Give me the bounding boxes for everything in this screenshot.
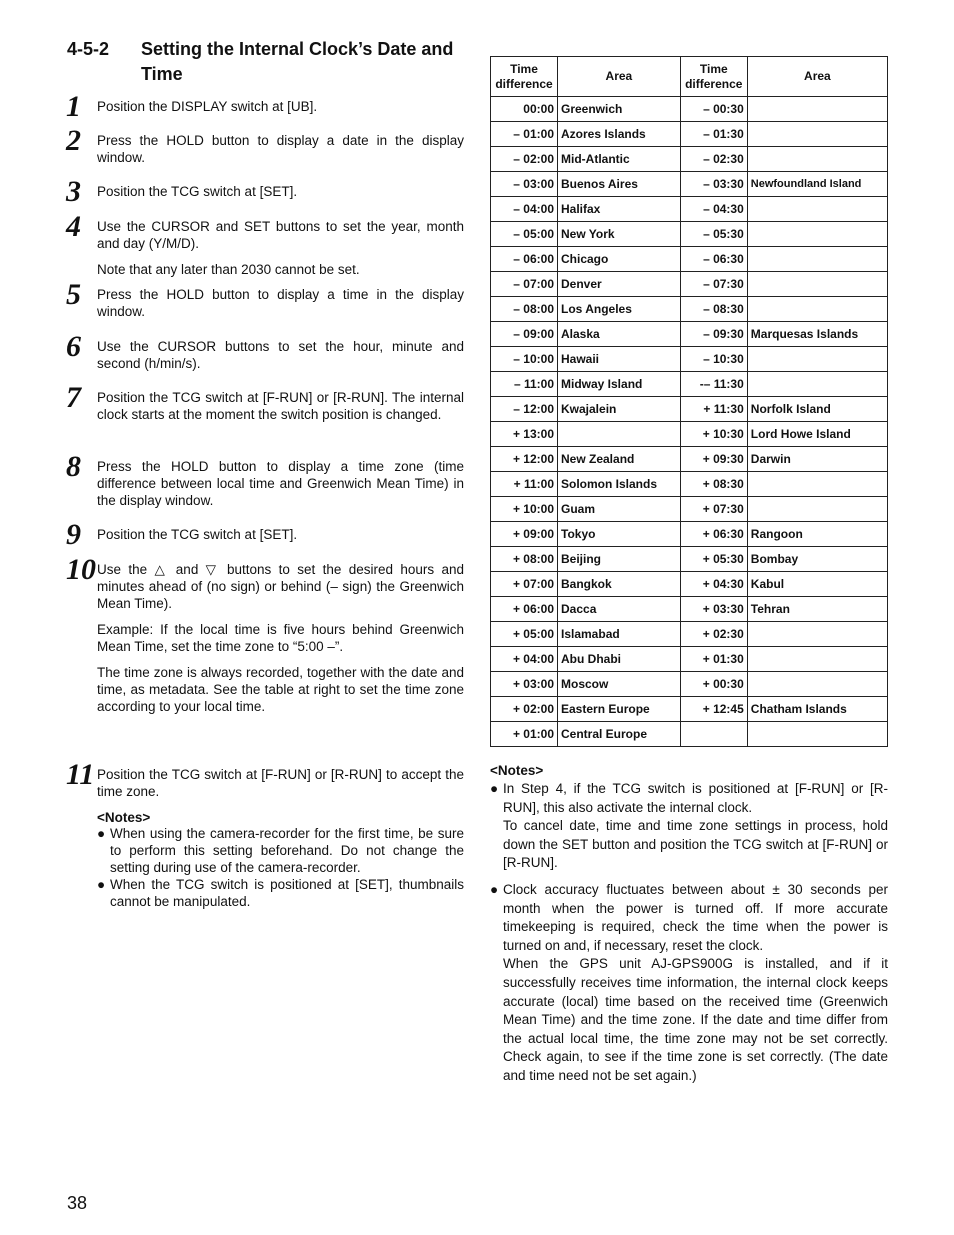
time-difference-cell: – 08:30 [680,297,747,322]
time-difference-cell: – 04:00 [491,197,558,222]
area-cell: Midway Island [558,372,681,397]
time-difference-cell: – 12:00 [491,397,558,422]
time-difference-cell: + 02:30 [680,622,747,647]
area-cell: Moscow [558,672,681,697]
area-cell: Azores Islands [558,122,681,147]
area-cell: Rangoon [747,522,887,547]
table-row [491,322,888,347]
step-paragraph: The time zone is always recorded, together with the date and time, as metadata. See the table at right to set the time zone according to your local time. [97,665,464,714]
step-number: 3 [66,175,81,208]
area-cell: Hawaii [558,347,681,372]
area-cell: Alaska [558,322,681,347]
area-cell: Lord Howe Island [747,422,887,447]
area-cell [747,272,887,297]
step-paragraph: Press the HOLD button to display a time in the display window. [97,287,464,319]
time-difference-cell: + 05:00 [491,622,558,647]
step-paragraph: Position the TCG switch at [F-RUN] or [R-RUN]. The internal clock starts at the moment the switch position is changed. [97,390,464,422]
time-difference-cell: – 05:30 [680,222,747,247]
right-note-paragraph: When the GPS unit AJ-GPS900G is installed, and if it successfully receives time information, the internal clock keeps accurate (local) time based on the received time (Greenwich Mean Time) and the time zone. If the date and time differ from the actual local time, the time zone may not be set correctly. Check again, to see if the time zone is set correctly. (The date and time need not be set again.) [503,956,888,1083]
time-difference-cell: + 00:30 [680,672,747,697]
left-note-text: When the TCG switch is positioned at [SET], thumbnails cannot be manipulated. [110,877,464,909]
step-text [97,218,464,278]
area-cell [747,297,887,322]
area-cell: Beijing [558,547,681,572]
area-cell: Buenos Aires [558,172,681,197]
time-difference-cell: – 08:00 [491,297,558,322]
header-area: Area [747,57,887,97]
table-row [491,422,888,447]
bullet-icon: ● [97,877,106,892]
area-cell [747,97,887,122]
area-cell: Kwajalein [558,397,681,422]
area-cell: Islamabad [558,622,681,647]
step-paragraph: Example: If the local time is five hours behind Greenwich Mean Time, set the time zone to “5:00 –”. [97,622,464,654]
area-cell [747,722,887,747]
time-difference-cell: + 04:30 [680,572,747,597]
area-cell: Denver [558,272,681,297]
time-difference-cell: + 05:30 [680,547,747,572]
step-paragraph: Position the TCG switch at [F-RUN] or [R-RUN] to accept the time zone. [97,767,464,799]
area-cell: Kabul [747,572,887,597]
step-text [97,98,464,115]
area-cell: Marquesas Islands [747,322,887,347]
section-number: 4-5-2 [67,39,110,59]
time-difference-cell: + 01:00 [491,722,558,747]
area-cell: Norfolk Island [747,397,887,422]
time-difference-cell: + 10:30 [680,422,747,447]
time-difference-cell: + 09:30 [680,447,747,472]
right-note-item [490,881,888,1086]
step-paragraph: Press the HOLD button to display a time zone (time difference between local time and Greenwich Mean Time) in the display window. [97,459,464,508]
step-paragraph: Use the CURSOR buttons to set the hour, minute and second (h/min/s). [97,339,464,371]
area-cell: Los Angeles [558,297,681,322]
table-row [491,372,888,397]
area-cell [747,647,887,672]
time-difference-cell: + 06:00 [491,597,558,622]
table-row [491,272,888,297]
table-row [491,497,888,522]
step-text [97,183,464,200]
table-row [491,722,888,747]
table-row [491,222,888,247]
step-text [97,389,464,423]
table-row [491,397,888,422]
area-cell: Mid-Atlantic [558,147,681,172]
area-cell: Abu Dhabi [558,647,681,672]
time-difference-cell: + 03:00 [491,672,558,697]
table-row [491,247,888,272]
header-time-difference: Time difference [491,57,558,97]
step-paragraph: Use the △ and ▽ buttons to set the desired hours and minutes ahead of (no sign) or behind (– sign) the Greenwich Mean Time). [97,562,464,611]
area-cell [558,422,681,447]
left-note-text: When using the camera-recorder for the first time, be sure to perform this setting beforehand. Do not change the setting during use of the camera-recorder. [110,826,464,875]
time-difference-cell: + 08:00 [491,547,558,572]
time-difference-cell: + 10:00 [491,497,558,522]
left-notes [97,810,464,910]
time-difference-cell: – 04:30 [680,197,747,222]
time-difference-cell: – 03:00 [491,172,558,197]
table-row [491,572,888,597]
right-note-item [490,780,888,873]
left-note-item [97,876,464,910]
time-difference-cell: + 12:45 [680,697,747,722]
time-difference-cell: + 03:30 [680,597,747,622]
page-number: 38 [67,1193,88,1213]
time-difference-cell: – 01:00 [491,122,558,147]
table-row [491,547,888,572]
step-text [97,338,464,372]
area-cell: Newfoundland Island [747,172,887,197]
left-notes-heading: <Notes> [97,810,151,825]
time-difference-cell: – 03:30 [680,172,747,197]
step-text [97,526,464,543]
area-cell: Chatham Islands [747,697,887,722]
right-note-paragraph: To cancel date, time and time zone settings in process, hold down the SET button and position the TCG switch at [F-RUN] or [R-RUN]. [503,818,888,871]
time-difference-cell: – 05:00 [491,222,558,247]
left-note-item [97,825,464,876]
area-cell [747,672,887,697]
table-row [491,697,888,722]
time-difference-cell: + 04:00 [491,647,558,672]
step-number: 4 [66,210,81,243]
time-difference-cell: – 01:30 [680,122,747,147]
step-text [97,561,464,715]
area-cell [747,247,887,272]
table-row [491,197,888,222]
area-cell [747,147,887,172]
time-difference-cell: 00:00 [491,97,558,122]
table-row [491,522,888,547]
table-row [491,172,888,197]
area-cell: Solomon Islands [558,472,681,497]
time-difference-cell: + 09:00 [491,522,558,547]
area-cell: Darwin [747,447,887,472]
area-cell [747,497,887,522]
table-row [491,672,888,697]
time-difference-cell: + 01:30 [680,647,747,672]
step-number: 6 [66,330,81,363]
time-difference-cell: + 08:30 [680,472,747,497]
bullet-icon: ● [490,781,499,796]
bullet-icon: ● [97,826,106,841]
right-notes [490,763,888,1086]
area-cell: Bangkok [558,572,681,597]
area-cell: Bombay [747,547,887,572]
time-difference-cell: – 09:00 [491,322,558,347]
table-row [491,297,888,322]
area-cell: Guam [558,497,681,522]
area-cell: Halifax [558,197,681,222]
area-cell: New Zealand [558,447,681,472]
area-cell: Chicago [558,247,681,272]
section-title: Setting the Internal Clock’s Date and Time [141,39,454,84]
time-difference-cell [680,722,747,747]
time-difference-cell: – 07:30 [680,272,747,297]
step-number: 2 [66,124,81,157]
time-difference-cell: + 02:00 [491,697,558,722]
step-number: 11 [66,758,95,791]
table-header-row [491,57,888,97]
step-number: 10 [66,553,96,586]
area-cell [747,197,887,222]
right-note-paragraph: In Step 4, if the TCG switch is positioned at [F-RUN] or [R-RUN], this also activate the internal clock. [503,781,888,815]
time-difference-cell: – 02:30 [680,147,747,172]
area-cell [747,372,887,397]
time-difference-cell: – 06:00 [491,247,558,272]
time-difference-cell: – 06:30 [680,247,747,272]
time-difference-cell: – 02:00 [491,147,558,172]
time-difference-cell: + 11:00 [491,472,558,497]
time-difference-cell: – 10:00 [491,347,558,372]
right-note-paragraph: Clock accuracy fluctuates between about ± 30 seconds per month when the power is turned off. If more accurate timekeeping is required, check the time when the power is turned on and, if necessary, reset the clock. [503,881,888,953]
step-paragraph: Use the CURSOR and SET buttons to set the year, month and day (Y/M/D). [97,219,464,251]
header-time-difference: Time difference [680,57,747,97]
table-row [491,97,888,122]
step-number: 8 [66,450,81,483]
area-cell: Dacca [558,597,681,622]
area-cell: Central Europe [558,722,681,747]
time-difference-cell: + 13:00 [491,422,558,447]
time-difference-cell: + 12:00 [491,447,558,472]
step-number: 1 [66,90,81,123]
table-row [491,472,888,497]
area-cell [747,122,887,147]
area-cell: Greenwich [558,97,681,122]
step-paragraph: Position the TCG switch at [SET]. [97,527,298,542]
step-paragraph: Position the DISPLAY switch at [UB]. [97,99,318,114]
time-difference-cell: + 07:30 [680,497,747,522]
table-row [491,447,888,472]
area-cell [747,347,887,372]
step-paragraph: Note that any later than 2030 cannot be set. [97,262,360,277]
area-cell [747,472,887,497]
time-difference-cell: + 07:00 [491,572,558,597]
area-cell: Tokyo [558,522,681,547]
table-row [491,647,888,672]
table-row [491,347,888,372]
time-difference-cell: + 11:30 [680,397,747,422]
header-area: Area [558,57,681,97]
right-notes-heading: <Notes> [490,763,544,778]
time-difference-cell: – 09:30 [680,322,747,347]
step-text [97,766,464,800]
table-row [491,597,888,622]
table-row [491,622,888,647]
step-number: 5 [66,278,81,311]
step-text [97,132,464,166]
step-text [97,286,464,320]
time-difference-cell: – 00:30 [680,97,747,122]
time-zone-table [490,56,888,747]
table-row [491,147,888,172]
step-paragraph: Press the HOLD button to display a date in the display window. [97,133,464,165]
area-cell: New York [558,222,681,247]
bullet-icon: ● [490,881,499,897]
step-text [97,458,464,509]
time-difference-cell: + 06:30 [680,522,747,547]
step-number: 7 [66,381,81,414]
time-difference-cell: – 07:00 [491,272,558,297]
area-cell [747,222,887,247]
table-row [491,122,888,147]
area-cell [747,622,887,647]
area-cell: Tehran [747,597,887,622]
time-difference-cell: -– 11:30 [680,372,747,397]
time-difference-cell: – 11:00 [491,372,558,397]
time-difference-cell: – 10:30 [680,347,747,372]
step-number: 9 [66,518,81,551]
step-paragraph: Position the TCG switch at [SET]. [97,184,298,199]
area-cell: Eastern Europe [558,697,681,722]
